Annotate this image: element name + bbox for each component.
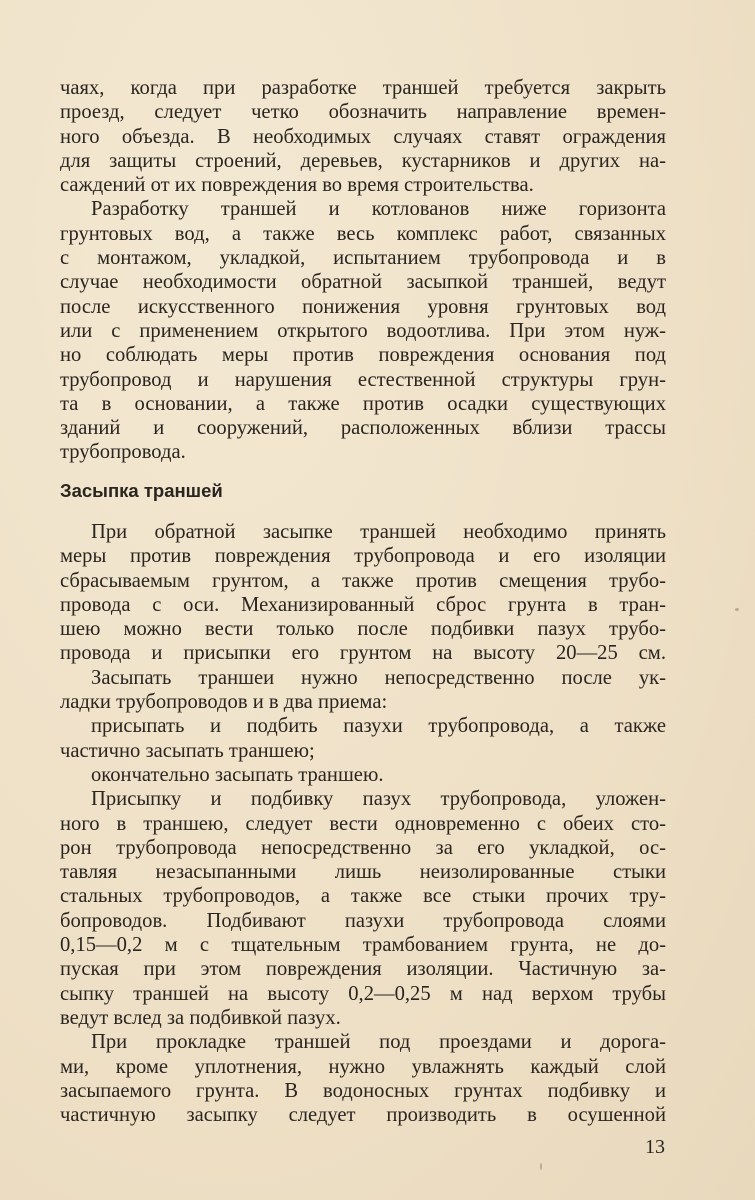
text-line: При обратной засыпке траншей необходимо принять [91, 521, 666, 543]
text-line: меры против повреждения трубопровода и его изоляции [60, 545, 666, 568]
text-line: ведут вслед за подбивкой пазух. [60, 1006, 341, 1029]
text-line: сбрасываемым грунтом, а также против смещения трубо- [60, 569, 666, 592]
text-block-1 [60, 76, 666, 465]
text-block-2 [60, 520, 666, 1127]
text-line: или с применением открытого водоотлива. При этом нуж- [60, 319, 666, 342]
page-number: 13 [645, 1136, 665, 1158]
text-line: ного в траншею, следует вести одновременно с обеих сто- [60, 812, 666, 835]
text-line: после искусственного понижения уровня грунтовых вод [60, 295, 666, 318]
text-line: трубопровод и нарушения естественной структуры грун- [60, 368, 666, 391]
text-line: частично засыпать траншею; [60, 739, 315, 762]
text-line: для защиты строений, деревьев, кустарников и других на- [60, 149, 666, 172]
text-line: ного объезда. В необходимых случаях ставят ограждения [60, 125, 666, 148]
text-line: но соблюдать меры против повреждения основания под [60, 344, 666, 367]
text-line: При прокладке траншей под проездами и дорога- [91, 1031, 666, 1054]
text-line: засыпаемого грунта. В водоносных грунтах подбивку и [60, 1079, 666, 1102]
text-line: провода с оси. Механизированный сброс грунта в тран- [60, 593, 666, 616]
text-line: стальных трубопроводов, а также все стыки прочих тру- [60, 885, 666, 908]
paper-speck [735, 608, 739, 611]
section-heading: Засыпка траншей [60, 480, 223, 501]
text-line: шею можно вести только после подбивки пазух трубо- [60, 618, 666, 641]
text-line: трубопровода. [60, 441, 186, 464]
text-line: с монтажом, укладкой, испытанием трубопровода и в [60, 247, 666, 270]
text-line: бопроводов. Подбивают пазухи трубопровода слоями [60, 909, 666, 932]
paper-speck [540, 1163, 542, 1170]
text-line: чаях, когда при разработке траншей требуется закрыть [60, 77, 666, 99]
text-line: окончательно засыпать траншею. [91, 763, 384, 786]
text-line: частичную засыпку следует производить в осушенной [60, 1104, 666, 1127]
text-line: проезд, следует четко обозначить направление времен- [60, 101, 666, 124]
text-line: грунтовых вод, а также весь комплекс работ, связанных [60, 222, 666, 245]
text-line: зданий и сооружений, расположенных вблизи трассы [60, 417, 666, 440]
text-line: случае необходимости обратной засыпкой траншей, ведут [60, 271, 666, 294]
text-line: тавляя незасыпанными лишь неизолированные стыки [60, 861, 666, 884]
text-line: та в основании, а также против осадки существующих [60, 392, 666, 415]
text-line: сыпку траншей на высоту 0,2—0,25 м над верхом трубы [60, 982, 666, 1005]
text-line: 0,15—0,2 м с тщательным трамбованием грунта, не до- [60, 934, 666, 957]
text-line: провода и присыпки его грунтом на высоту 20—25 см. [60, 642, 666, 665]
text-line: ми, кроме уплотнения, нужно увлажнять каждый слой [60, 1055, 666, 1078]
text-line: Засыпать траншеи нужно непосредственно после ук- [91, 666, 666, 689]
text-line: Присыпку и подбивку пазух трубопровода, уложен- [91, 788, 666, 811]
text-line: ладки трубопроводов и в два приема: [60, 691, 388, 714]
text-line: присыпать и подбить пазухи трубопровода, а также [91, 715, 666, 738]
text-line: рон трубопровода непосредственно за его укладкой, ос- [60, 836, 666, 859]
text-line: Разработку траншей и котлованов ниже горизонта [91, 198, 666, 221]
text-line: саждений от их повреждения во время строительства. [60, 174, 534, 197]
text-line: пуская при этом повреждения изоляции. Частичную за- [60, 958, 666, 981]
